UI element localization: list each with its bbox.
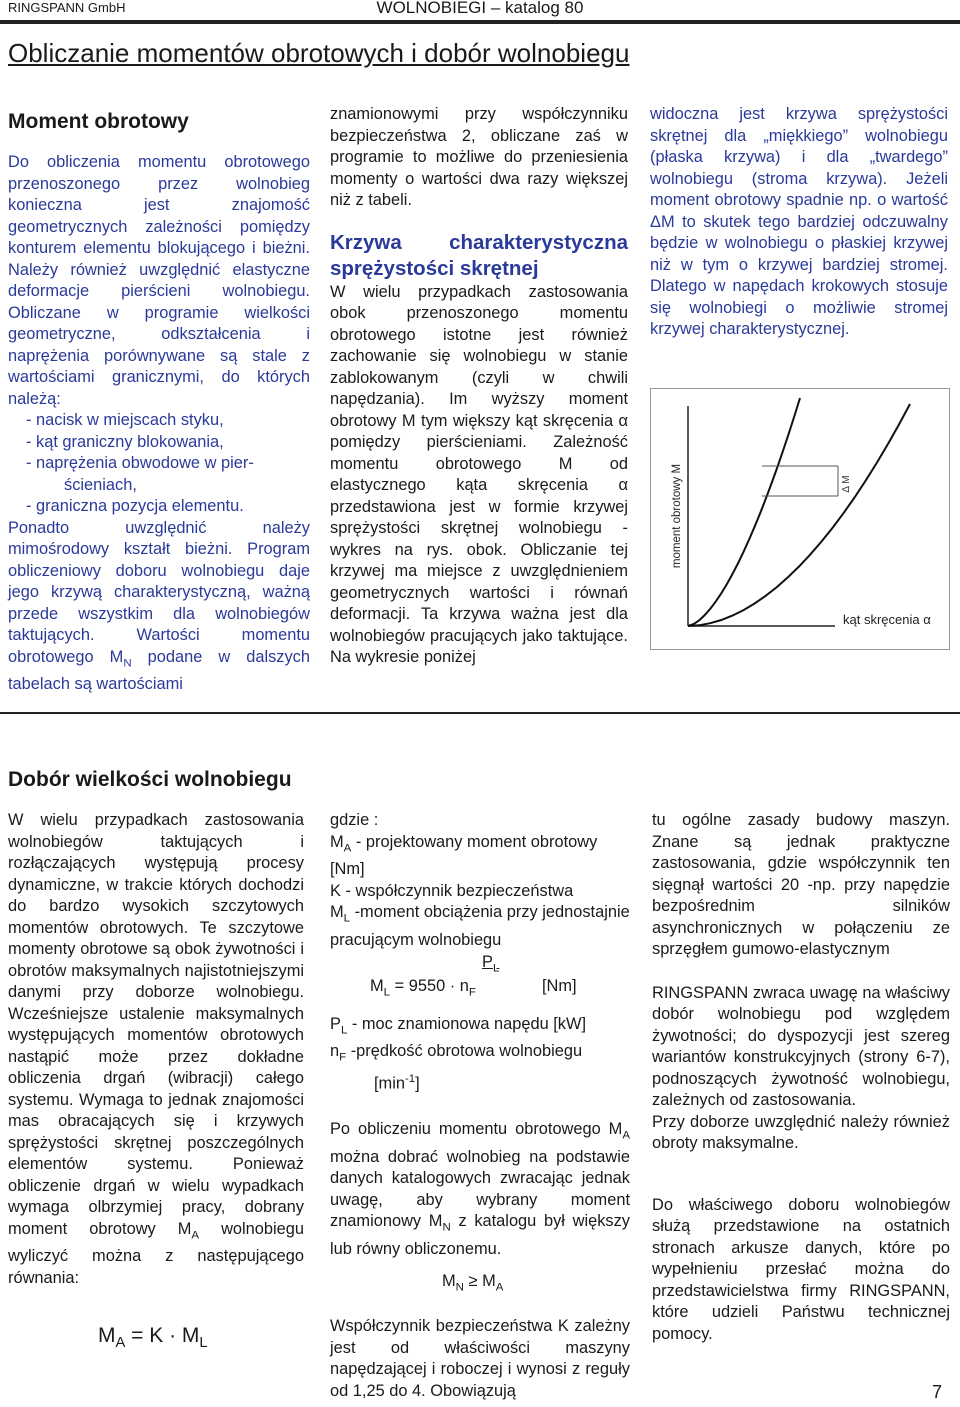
delta-m-label: Δ M xyxy=(841,475,852,493)
formula-ml: $P_L$ $M_L = 9550 \cdot n_F$ [Nm] xyxy=(370,952,577,998)
catalog-header: WOLNOBIEGI – katalog 80 xyxy=(376,0,584,17)
formula-mn-ge-ma: $M_N \ge M_A$ xyxy=(442,1271,504,1293)
selection-col2 xyxy=(330,810,630,1402)
selection-col3 xyxy=(652,810,950,1345)
paragraph: Po obliczeniu momentu obrotowego $M_A$ można dobrać wolnobieg na podstawie danych katalogowych zwracając jednak uwagę, aby wybrany moment znamionowy $M_N$ z katalogu był większy lub równy obliczonemu. xyxy=(330,1120,630,1259)
page-title: Obliczanie momentów obrotowych i dobór wolnobiegu xyxy=(8,38,630,68)
paragraph: znamionowymi przy współczynniku bezpieczeństwa 2, obliczane zaś w programie to możliwe do przeniesienia momenty o wartości dwa razy większej niż z tabeli. xyxy=(330,105,628,209)
section-moment-col1 xyxy=(8,152,310,696)
formula-ma: $M_A = K \cdot M_L$ xyxy=(98,1324,208,1352)
section-moment-col2 xyxy=(330,104,628,669)
torsion-chart xyxy=(650,388,950,650)
x-axis-label: kąt skręcenia α xyxy=(843,612,931,627)
company-name: RINGSPANN GmbH xyxy=(8,0,126,15)
paragraph: Przy doborze uwzględnić należy również obroty maksymalne. xyxy=(652,1112,950,1152)
paragraph: Ponadto uwzględnić należy mimośrodowy kształt bieżni. Program obliczeniowy doboru wolnobiegu daje jego krzywą charakterystyczną, ważną przede wszystkim dla wolnobiegów taktujących. Wartości momentu obrotowego $M_N$ podane w dalszych tabelach są wartościami xyxy=(8,518,310,694)
list-item: - nacisk w miejscach styku, xyxy=(26,411,224,429)
list-item: - kąt graniczny blokowania, xyxy=(26,432,224,451)
paragraph: Do obliczenia momentu obrotowego przenoszonego przez wolnobieg konieczna jest znajomość geometrycznych zależności pomiędzy konturem elementu blokującego i bieżni. Należy również uwzględnić elastyczne deformacje pierścieni wolnobiegu. Obliczane w programie wielkości geometryczne, odkształcenia i naprężenia porównywane są stale z wartościami granicznymi, do których należą: xyxy=(8,153,310,408)
section-divider xyxy=(0,712,960,714)
selection-col1 xyxy=(8,810,304,1355)
paragraph: RINGSPANN zwraca uwagę na właściwy dobór wolnobiegu pod względem żywotności; do dyspozycji jest szereg wariantów konstrukcyjnych (strony 6-7), podnoszących żywotność wolnobiegu, zależnych od zastosowania. xyxy=(652,983,950,1109)
def-ma: $M_A$ - projektowany moment obrotowy [Nm] xyxy=(330,832,598,879)
page-number: 7 xyxy=(931,1382,942,1402)
section-curve-col3 xyxy=(650,104,948,341)
paragraph: Do właściwego doboru wolnobiegów służą przedstawione na ostatnich stronach arkusze danych, które po wypełnieniu przesłać można do przedstawicielstwa firmy RINGSPANN, które udzieli Państwu technicznej pomocy. xyxy=(652,1195,950,1343)
gdzie-label: gdzie : xyxy=(330,811,379,829)
paragraph: Współczynnik bezpieczeństwa K zależny jest od właściwości maszyny napędzającej i roboczej i wynosi z reguły od 1,25 do 4. Obowiązują xyxy=(330,1317,630,1400)
paragraph: widoczna jest krzywa sprężystości skrętnej dla „miękkiego” wolnobiegu (płaska krzywa) i dla „twardego” wolnobiegu (stroma krzywa). Jeżeli moment obrotowy spadnie np. o wartość ΔM to skutek tego bardziej odczuwalny będzie w wolnobiegu o płaskiej krzywej niż w tym o krzywej bardziej stromej. Dlatego w napędach krokowych stosuje się wolnobiegi o możliwie stromej krzywej charakterystycznej. xyxy=(650,105,948,338)
def-nf: $n_F$ -prędkość obrotowa wolnobiegu xyxy=(330,1042,583,1064)
list-item: - naprężenia obwodowe w pier- xyxy=(26,454,254,472)
def-pl: $P_L$ - moc znamionowa napędu [kW] xyxy=(330,1014,587,1036)
section-heading-selection: Dobór wielkości wolnobiegu xyxy=(8,768,292,791)
paragraph: W wielu przypadkach zastosowania wolnobiegów taktujących i rozłączających występują procesy dynamiczne, w trakcie których dochodzi do bardzo wysokich szczytowych momentów obrotowych. Te szczytowe momenty obrotowe są obok żywotności i obrotów maksymalnych najistotniejszymi danymi przy doborze wolnobiegu. Wcześniejsze ustalenie maksymalnych występujących momentów obrotowych nastąpić może przez dokładne obliczenia drgań (wibracji) całego systemu. Wymaga to jednak znajomości mas obracających się i krzywych sprężystości skrętnej poszczególnych elementów systemu. Ponieważ obliczenie drgań w wielu wypadkach wymaga olbrzymiej pracy, dobrany moment obrotowy $M_A$ wolnobiegu wyliczyć można z następującego równania: xyxy=(8,811,305,1287)
def-nf-unit: $[\min^{-1}]$ xyxy=(374,1073,420,1093)
section-heading-curve: Krzywa charakterystyczna sprężystości skrętnej xyxy=(330,230,628,280)
paragraph: W wielu przypadkach zastosowania obok przenoszonego momentu obrotowego istotne jest również zachowanie się wolnobiegu w stanie zablokowanym (czyli w chwili napędzania). Im wyższy moment obrotowy M tym większy kąt skręcenia α pomiędzy pierścieniami. Zależność momentu obrotowego M od elastycznego kąta skręcenia α przedstawiona jest w formie krzywej sprężystości skrętnej wolnobiegu - wykres na rys. obok. Obliczanie tej krzywej ma miejsce z uwzględnieniem geometrycznych wartości i równań deformacji. Ta krzywa ważna jest dla wolnobiegów pracujących jako taktujące. Na wykresie poniżej xyxy=(330,282,628,666)
section-heading-moment: Moment obrotowy xyxy=(8,110,189,133)
list-item: - graniczna pozycja elementu. xyxy=(26,497,244,515)
y-axis-label: moment obrotowy M xyxy=(671,463,683,569)
header-rule xyxy=(0,20,960,24)
list-item: ścieniach, xyxy=(64,475,137,494)
paragraph: tu ogólne zasady budowy maszyn. Znane są jednak praktyczne zastosowania, gdzie współczynnik ten sięgnął wartości 20 -np. przy napędzie bezpośrednim silników asynchronicznych w połączeniu ze sprzęgłem gumowo-elastycznym xyxy=(652,811,950,958)
limit-list xyxy=(8,410,310,518)
def-ml: $M_L$ -moment obciążenia przy jednostajnie pracującym wolnobiegu xyxy=(330,903,630,950)
def-k: K - współczynnik bezpieczeństwa xyxy=(330,881,574,900)
